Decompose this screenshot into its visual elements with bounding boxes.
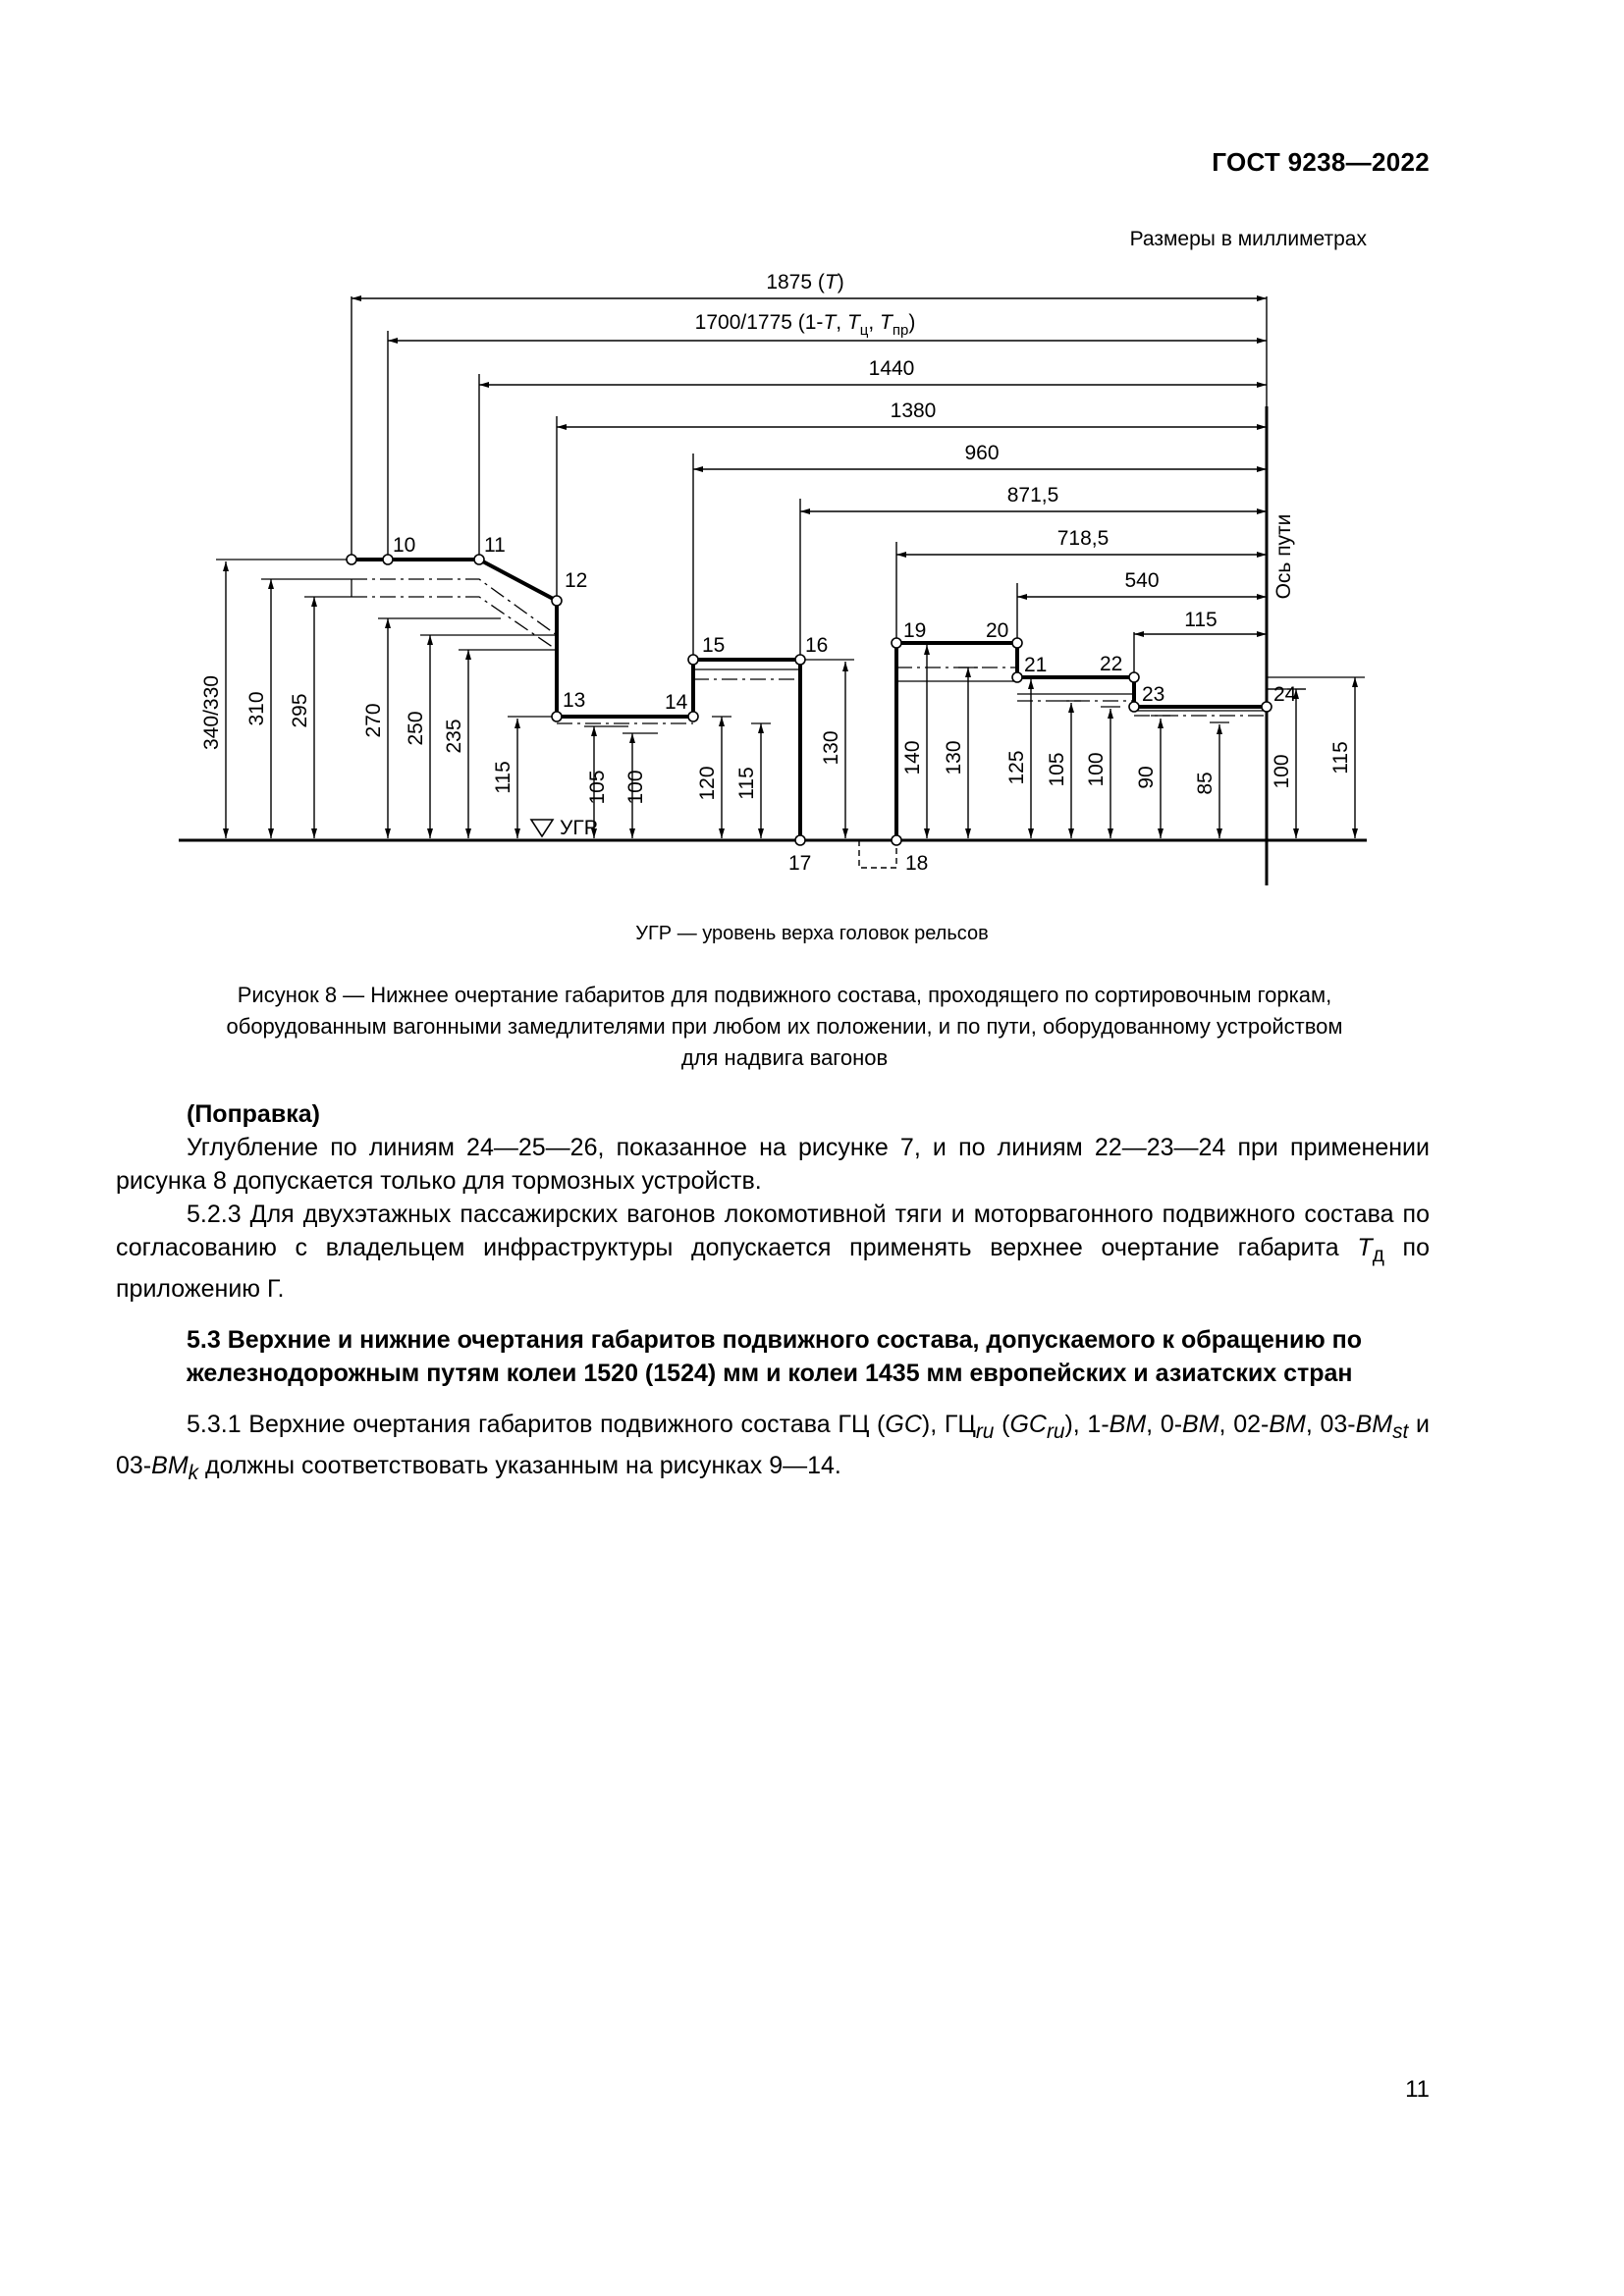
dim-1700-label: 1700/1775 (1-T, $T_ц$, $T_{пр}$)	[694, 311, 916, 339]
section-5-3-heading: 5.3 Верхние и нижние очертания габаритов подвижного состава, допускаемого к обращению по железнодорожным путям колеи 1520 (1524) мм и колеи 1435 мм европейских и азиатских стран	[187, 1326, 1363, 1387]
vdim-120-label: 120	[696, 766, 719, 801]
vdim-100a-label: 100	[624, 770, 647, 805]
vdim-130b-label: 130	[943, 740, 965, 775]
dim-1440-label: 1440	[868, 357, 915, 380]
point-20: 20	[986, 619, 1009, 642]
dim-718-label: 718,5	[1056, 527, 1110, 550]
dim-960-label: 960	[964, 442, 1000, 464]
point-13: 13	[563, 689, 586, 712]
point-19: 19	[903, 619, 927, 642]
vdim-340-label: 340/330	[200, 675, 223, 750]
vdim-105a-label: 105	[586, 770, 609, 805]
caption-line-1: Рисунок 8 — Нижнее очертание габаритов для подвижного состава, проходящего по сортировочным горкам,	[237, 983, 1332, 1007]
vdim-130a-label: 130	[820, 730, 842, 766]
amendment-text: Углубление по линиям 24—25—26, показанное на рисунке 7, и по линиям 22—23—24 при применении рисунка 8 допускается только для тормозных устройств.	[116, 1134, 1430, 1195]
vdim-310-label: 310	[245, 691, 268, 726]
vdim-115b-label: 115	[735, 767, 758, 800]
point-24: 24	[1273, 683, 1297, 706]
vdim-100b-label: 100	[1085, 752, 1108, 787]
body-text	[116, 1097, 1430, 1490]
point-18: 18	[905, 852, 929, 875]
vdim-100c-label: 100	[1271, 754, 1293, 789]
standard-designation: ГОСТ 9238—2022	[1212, 147, 1430, 177]
amendment-title: (Поправка)	[187, 1100, 320, 1128]
axis-label: Ось пути	[1272, 513, 1295, 600]
ugr-label: УГР	[560, 817, 598, 839]
dim-115-top-label: 115	[1184, 609, 1218, 631]
vdim-105b-label: 105	[1046, 752, 1068, 787]
point-21: 21	[1024, 654, 1048, 676]
vdim-85-label: 85	[1194, 772, 1217, 795]
point-10: 10	[393, 534, 416, 557]
dim-540-label: 540	[1124, 569, 1160, 592]
vdim-115a-label: 115	[492, 761, 514, 794]
point-16: 16	[805, 634, 829, 657]
figure-8-drawing	[167, 257, 1384, 895]
dim-1380-label: 1380	[890, 400, 937, 422]
vdim-140-label: 140	[901, 740, 924, 775]
paragraph-5-3-1: 5.3.1 Верхние очертания габаритов подвижного состава ГЦ (GC), $ГЦ_{ru}$ $(GC_{ru})$, 1-BM, 0-BM, 02-BM, $03-BM_{st}$ и $03-BM_k$ должны соответствовать указанным на рисунках 9—14.	[116, 1411, 1430, 1484]
point-17: 17	[788, 852, 812, 875]
vdim-270-label: 270	[362, 703, 385, 738]
vdim-90-label: 90	[1135, 766, 1158, 789]
caption-line-2: оборудованным вагонными замедлителями при любом их положении, и по пути, оборудованному устройством	[226, 1014, 1343, 1039]
point-14: 14	[665, 691, 688, 714]
units-note: Размеры в миллиметрах	[1129, 228, 1367, 250]
point-11: 11	[484, 534, 506, 557]
dim-871-label: 871,5	[1006, 484, 1059, 507]
point-22: 22	[1100, 653, 1123, 675]
ugr-triangle-icon	[531, 820, 553, 836]
dim-1875-label: 1875 (T)	[766, 271, 844, 294]
vdim-295-label: 295	[289, 693, 311, 728]
point-23: 23	[1142, 683, 1165, 706]
page-number: 11	[1405, 2076, 1430, 2103]
figure-legend: УГР — уровень верха головок рельсов	[635, 923, 989, 944]
pit-outline	[859, 840, 896, 868]
vdim-250-label: 250	[405, 711, 427, 746]
vdim-235-label: 235	[443, 719, 465, 754]
vdim-115c-label: 115	[1329, 741, 1352, 774]
caption-line-3: для надвига вагонов	[680, 1045, 889, 1070]
paragraph-5-2-3: 5.2.3 Для двухэтажных пассажирских вагонов локомотивной тяги и моторвагонного подвижного состава по согласованию с владельцем инфраструктуры допускается применять верхнее очертание габарита $T_д$ по приложению Г.	[116, 1201, 1430, 1303]
figure-caption	[116, 980, 1453, 1074]
point-12: 12	[565, 569, 588, 592]
vdim-125-label: 125	[1005, 750, 1028, 785]
point-15: 15	[702, 634, 726, 657]
